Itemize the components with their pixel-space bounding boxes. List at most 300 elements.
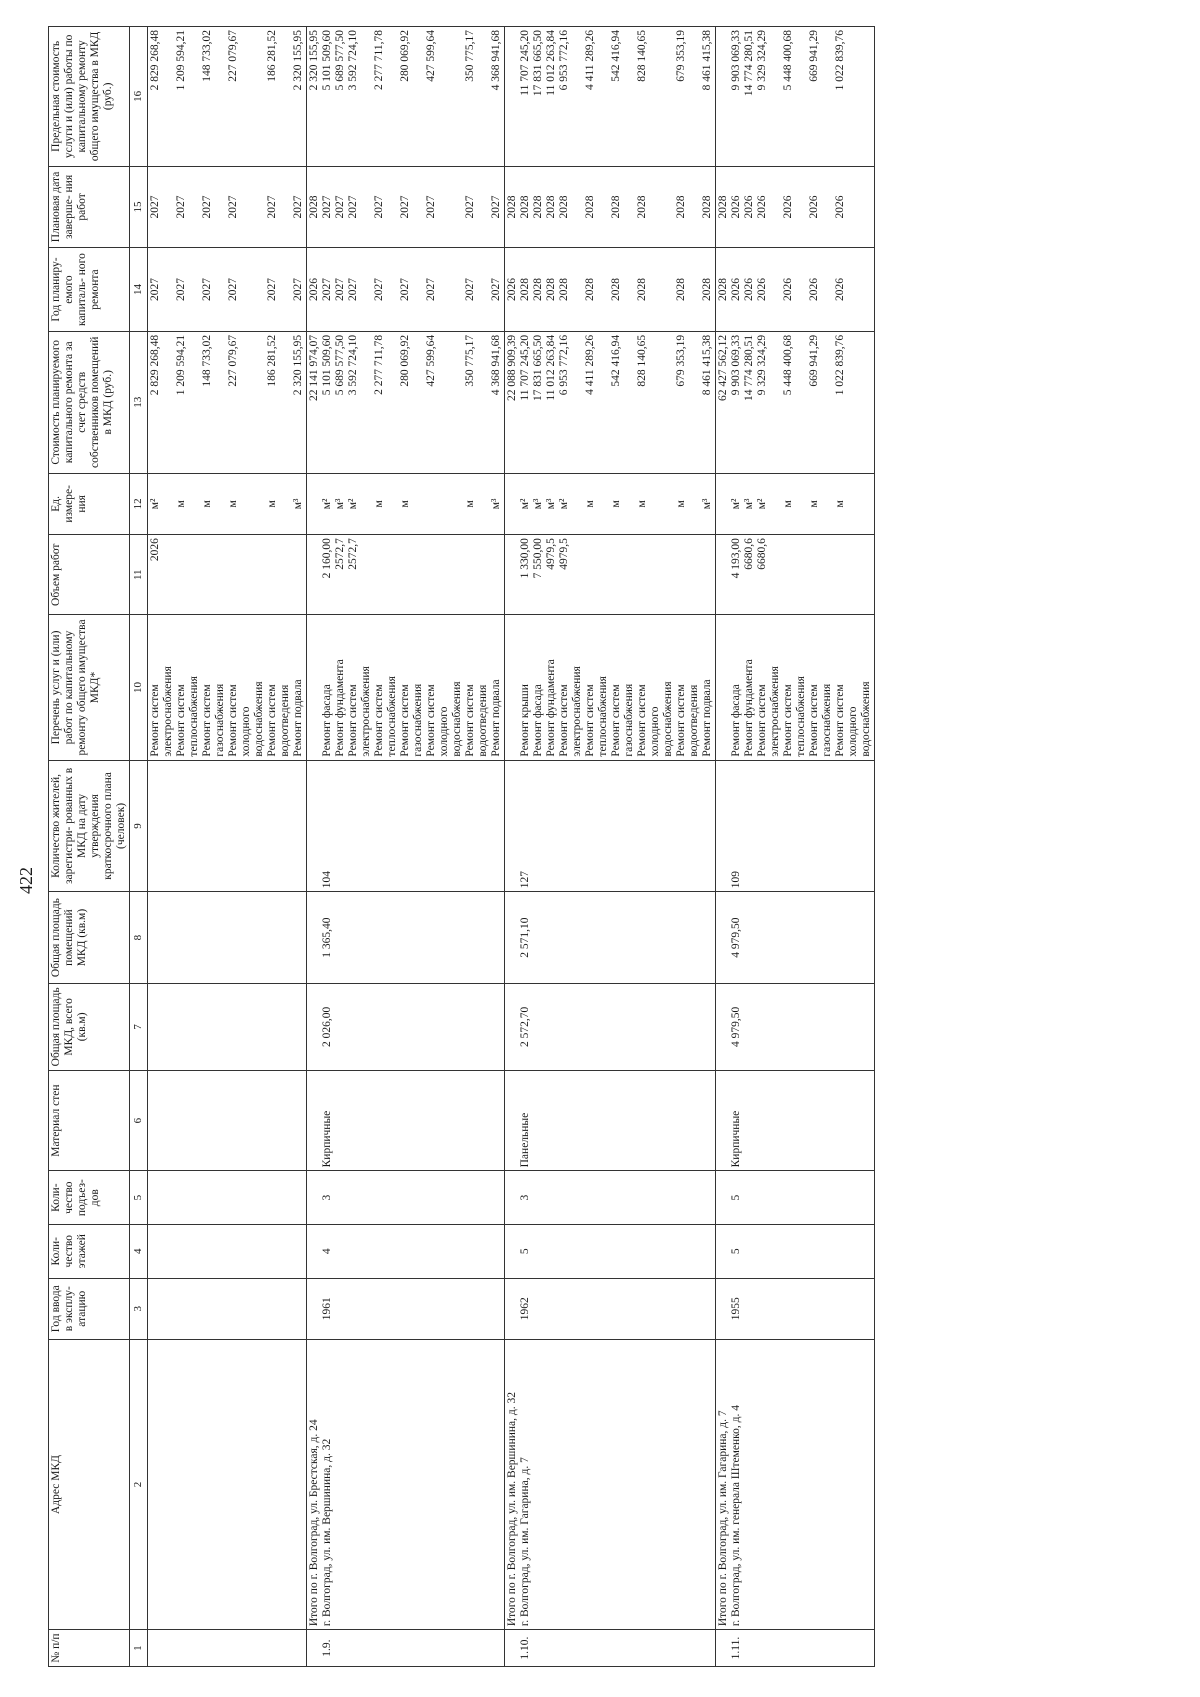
residents-value: 127 [519,871,531,889]
works-list-line: теплоснабжения [386,676,398,757]
works-list-cell [307,615,505,760]
unit-line [214,477,227,531]
limit-cost-line: 3 592 724,10 [347,30,359,91]
works-list-line: Ремонт фундамента [545,659,557,757]
wall-material-value: Кирпичные [730,1110,742,1168]
table-row [716,27,875,1667]
cost-line [571,335,584,470]
work-volume-line: 4979,5 [545,538,557,570]
works-list-line: газоснабжения [214,683,226,757]
repair-year-line: 2028 [610,278,622,302]
repair-year-line: 2027 [201,278,213,302]
cost-cell [307,331,505,473]
cost-cell [716,331,875,473]
work-volume-line [175,538,188,611]
end-date-line [214,170,227,244]
address-line: Итого по г. Волгоград, ул. им. Вершинина, д. 32 [506,1392,518,1627]
header-cell: Год планиру- емого капиталь- ного ремонта [49,248,130,332]
work-volume-line: 2572,7 [347,538,359,570]
column-number: 15 [130,166,148,247]
header-cell: Общая площадь МКД, всего (кв.м) [49,983,130,1070]
limit-cost-line [438,30,451,163]
unit-line [717,477,730,531]
area-total-value: 2 026,00 [321,1006,333,1047]
works-list-line: Ремонт систем [808,684,820,757]
unit-line [662,477,675,531]
repair-year-line: 2026 [506,278,518,302]
limit-cost-line [188,30,201,163]
repair-year-line: 2026 [808,278,820,302]
limit-cost-line: 828 140,65 [636,30,648,82]
work-volume-line [782,538,795,611]
works-list-line: электроснабжения [360,666,372,757]
table-row [307,27,505,1667]
repair-year-line: 2026 [730,278,742,302]
end-date-line: 2028 [675,195,687,219]
residents-cell [307,760,505,892]
repair-year-line [412,251,425,328]
work-volume-line [188,538,201,611]
wall-material-cell [148,1070,307,1170]
works-list-line: Ремонт фундамента [743,659,755,757]
unit-cell [148,473,307,534]
year-commissioned-cell [505,1278,716,1339]
work-volume-line [279,538,292,611]
cost-line [847,335,860,470]
works-list-line [506,618,519,756]
unit-line [795,477,808,531]
work-volume-cell [148,535,307,615]
cost-line: 542 416,94 [610,334,622,387]
area-total-cell [716,983,875,1070]
cost-line [451,335,464,470]
address-line: г. Волгоград, ул. им. Вершинина, д. 32 [321,1438,333,1627]
end-date-line: 2026 [743,195,755,219]
repair-year-line: 2027 [490,278,502,302]
works-list-line: теплоснабжения [795,676,807,757]
cost-line: 2 277 711,78 [373,334,385,395]
unit-line [308,477,321,531]
works-list-line: Ремонт систем [201,684,213,757]
cost-line: 11 707 245,20 [519,334,531,401]
end-date-line: 2026 [782,195,794,219]
work-volume-cell [716,535,875,615]
limit-cost-line: 1 022 839,76 [834,30,846,91]
limit-cost-line: 5 689 577,50 [334,30,346,91]
works-list-line: водоснабжения [451,681,463,757]
works-list-line: Ремонт систем [675,684,687,757]
entrances-cell [148,1171,307,1225]
repair-year-line: 2027 [175,278,187,302]
unit-line [438,477,451,531]
row-number-cell [716,1630,875,1667]
area-total-cell [148,983,307,1070]
unit-line [571,477,584,531]
works-list-line: холодного [847,706,859,757]
column-number: 10 [130,615,148,760]
unit-line [821,477,834,531]
work-volume-line [571,538,584,611]
unit-line: м³ [490,498,502,510]
work-volume-line [425,538,438,611]
unit-line: м [266,500,278,508]
limit-cost-line: 4 411 289,26 [584,30,596,90]
work-volume-line: 2 160,00 [321,538,333,579]
column-number: 7 [130,983,148,1070]
column-number: 14 [130,248,148,332]
works-list-line: Ремонт систем [347,684,359,757]
works-list-line: холодного [438,706,450,757]
works-list-line [717,618,730,756]
repair-year-line [438,251,451,328]
cost-line: 4 411 289,26 [584,334,596,395]
works-list-line: Ремонт систем [175,684,187,757]
repair-year-line [451,251,464,328]
limit-cost-line [477,30,490,163]
repair-year-line [847,251,860,328]
work-volume-line [438,538,451,611]
unit-line: м³ [532,498,544,510]
unit-line [162,477,175,531]
end-date-line: 2028 [506,195,518,219]
limit-cost-cell [505,27,716,167]
cost-line: 9 903 069,33 [730,334,742,396]
limit-cost-line [597,30,610,163]
work-volume-line: 1 330,00 [519,538,531,579]
limit-cost-line: 8 461 415,38 [701,30,713,91]
work-volume-line [412,538,425,611]
limit-cost-line: 2 277 711,78 [373,30,385,90]
limit-cost-line [571,30,584,163]
column-number: 1 [130,1630,148,1667]
wall-material-value: Панельные [519,1112,531,1168]
limit-cost-line: 9 903 069,33 [730,30,742,91]
header-cell: Коли- чество подъез- дов [49,1171,130,1225]
works-list-line: Ремонт систем [149,684,161,757]
end-date-line: 2027 [347,195,359,219]
end-date-line: 2026 [834,195,846,219]
cost-line [769,335,782,470]
cost-line [412,335,425,470]
repair-year-cell [505,248,716,332]
unit-line: м³ [743,498,755,510]
unit-line: м [227,500,239,508]
row-number-cell [307,1630,505,1667]
works-list-line: Ремонт систем [399,684,411,757]
limit-cost-line [279,30,292,163]
cost-line [162,335,175,470]
limit-cost-line [860,30,873,163]
works-list-line: водоотведения [279,684,291,757]
header-cell: Перечень услуг и (или) работ по капитальному ремонту общего имущества МКД* [49,615,130,760]
repair-year-line: 2027 [292,278,304,302]
repair-year-line: 2028 [717,278,729,302]
works-list-line: Ремонт систем [610,684,622,757]
works-list-line: газоснабжения [623,683,635,757]
limit-cost-line [847,30,860,163]
limit-cost-line: 148 733,02 [201,30,213,82]
repair-year-line: 2028 [701,278,713,302]
end-date-line: 2026 [808,195,820,219]
area-rooms-value [149,895,162,980]
repair-year-line [688,251,701,328]
end-date-line [821,170,834,244]
unit-line: м [175,500,187,508]
limit-cost-line: 11 707 245,20 [519,30,531,96]
repair-year-line: 2028 [519,278,531,302]
works-list-line: Ремонт систем [834,684,846,757]
work-volume-line: 6680,6 [756,538,768,570]
work-volume-line [808,538,821,611]
cost-line: 1 209 594,21 [175,334,187,396]
unit-line [477,477,490,531]
end-date-line [188,170,201,244]
cost-line [253,335,266,470]
works-list-cell [505,615,716,760]
repair-year-line: 2026 [743,278,755,302]
limit-cost-line [821,30,834,163]
residents-value [149,764,162,889]
works-list-line: водоотведения [688,684,700,757]
end-date-line: 2027 [464,195,476,219]
work-volume-line [717,538,730,611]
header-cell: Год ввода в эксплу- атацию [49,1278,130,1339]
works-list-line: Ремонт подвала [701,679,713,757]
limit-cost-line: 186 281,52 [266,30,278,82]
end-date-line: 2027 [334,195,346,219]
unit-line [860,477,873,531]
works-list-line: Ремонт систем [558,684,570,757]
unit-line: м³ [545,498,557,510]
area-rooms-value: 1 365,40 [321,917,333,958]
works-list-line: Ремонт подвала [490,679,502,757]
cost-line [597,335,610,470]
address-cell [148,1339,307,1629]
end-date-cell [716,166,875,247]
unit-line [240,477,253,531]
end-date-line: 2028 [558,195,570,219]
limit-cost-line [451,30,464,163]
end-date-line [360,170,373,244]
end-date-line [795,170,808,244]
unit-line: м [373,500,385,508]
repair-year-line: 2027 [266,278,278,302]
repair-year-line: 2027 [425,278,437,302]
wall-material-cell [505,1070,716,1170]
address-cell [716,1339,875,1629]
repair-year-line: 2027 [399,278,411,302]
unit-line: м³ [292,498,304,510]
area-rooms-cell [716,892,875,984]
cost-line [386,335,399,470]
works-list-line: водоснабжения [253,681,265,757]
unit-line [360,477,373,531]
works-list-line: электроснабжения [571,666,583,757]
wall-material-cell [307,1070,505,1170]
column-number: 11 [130,535,148,615]
work-volume-line: 2026 [149,538,161,562]
unit-line [425,477,438,531]
end-date-line: 2028 [519,195,531,219]
limit-cost-line [795,30,808,163]
area-total-cell [505,983,716,1070]
header-cell: № п/п [49,1630,130,1667]
unit-line: м² [558,498,570,510]
work-volume-line [451,538,464,611]
limit-cost-line: 4 368 941,68 [490,30,502,91]
works-list-line: холодного [649,706,661,757]
limit-cost-line: 350 775,17 [464,30,476,82]
unit-line: м [636,500,648,508]
entrances-value: 5 [730,1194,742,1201]
limit-cost-line: 14 774 280,51 [743,30,755,97]
repair-year-line [662,251,675,328]
header-cell: Адрес МКД [49,1339,130,1629]
work-volume-line [386,538,399,611]
cost-line [662,335,675,470]
limit-cost-line: 6 953 772,16 [558,30,570,91]
cost-line: 350 775,17 [464,334,476,387]
column-number: 8 [130,892,148,984]
work-volume-line [477,538,490,611]
limit-cost-line: 1 209 594,21 [175,30,187,91]
end-date-line: 2027 [201,195,213,219]
unit-line [279,477,292,531]
column-number: 6 [130,1070,148,1170]
end-date-cell [148,166,307,247]
unit-line: м [675,500,687,508]
floors-cell [307,1224,505,1278]
end-date-line [412,170,425,244]
repair-year-line: 2028 [545,278,557,302]
cost-line [860,335,873,470]
limit-cost-line: 679 353,19 [675,30,687,82]
entrances-cell [505,1171,716,1225]
end-date-line [597,170,610,244]
unit-line: м³ [334,498,346,510]
end-date-line: 2026 [730,195,742,219]
repair-year-line [597,251,610,328]
repair-year-line: 2028 [584,278,596,302]
limit-cost-line: 11 012 263,84 [545,30,557,96]
repair-year-line [769,251,782,328]
unit-line [769,477,782,531]
work-volume-line [860,538,873,611]
unit-line: м [464,500,476,508]
address-line: Итого по г. Волгоград, ул. им. Гагарина, д. 7 [717,1410,729,1627]
unit-line: м² [756,498,768,510]
unit-line [506,477,519,531]
unit-line [412,477,425,531]
repair-year-line [649,251,662,328]
works-list-line: Ремонт систем [756,684,768,757]
cost-line [477,335,490,470]
works-list-line: Ремонт систем [373,684,385,757]
works-list-line: Ремонт фасада [730,684,742,757]
cost-line: 2 829 268,48 [149,334,161,396]
year-commissioned-cell [148,1278,307,1339]
end-date-line [253,170,266,244]
repair-year-line [279,251,292,328]
cost-cell [505,331,716,473]
unit-line [649,477,662,531]
repair-year-line: 2028 [636,278,648,302]
repair-year-line [477,251,490,328]
end-date-line [769,170,782,244]
repair-year-line [623,251,636,328]
work-volume-line: 7 550,00 [532,538,544,579]
unit-line: м [399,500,411,508]
unit-line: м² [347,498,359,510]
end-date-line: 2028 [701,195,713,219]
work-volume-line: 4979,5 [558,538,570,570]
work-volume-line [769,538,782,611]
end-date-line [240,170,253,244]
works-list-line: Ремонт крыши [519,684,531,757]
end-date-line [847,170,860,244]
cost-line: 828 140,65 [636,334,648,387]
limit-cost-line [649,30,662,163]
year-commissioned-cell [716,1278,875,1339]
work-volume-cell [307,535,505,615]
repair-year-line [253,251,266,328]
work-volume-line [227,538,240,611]
end-date-line: 2026 [756,195,768,219]
cost-line: 5 448 400,68 [782,334,794,396]
column-number: 9 [130,760,148,892]
capital-repair-table [48,26,875,1667]
row-number-value [149,1633,162,1663]
cost-line: 679 353,19 [675,334,687,387]
column-number-row [130,27,148,1667]
work-volume-line [847,538,860,611]
works-list-line: холодного [240,706,252,757]
header-cell: Количество жителей, зарегистри- рованных в МКД на дату утверждения краткосрочного плана (человек) [49,760,130,892]
address-cell [307,1339,505,1629]
repair-year-line: 2028 [558,278,570,302]
year-commissioned-value: 1955 [730,1297,742,1321]
limit-cost-cell [307,27,505,167]
end-date-line [438,170,451,244]
end-date-line: 2027 [149,195,161,219]
limit-cost-line [688,30,701,163]
end-date-line: 2028 [545,195,557,219]
entrances-value: 3 [519,1194,531,1201]
work-volume-line [636,538,649,611]
column-number: 4 [130,1224,148,1278]
year-commissioned-cell [307,1278,505,1339]
cost-line [649,335,662,470]
repair-year-line: 2027 [227,278,239,302]
area-rooms-value: 4 979,50 [730,917,742,958]
work-volume-line [464,538,477,611]
column-number: 3 [130,1278,148,1339]
end-date-line: 2027 [490,195,502,219]
end-date-line: 2028 [636,195,648,219]
limit-cost-line [623,30,636,163]
header-cell: Материал стен [49,1070,130,1170]
work-volume-line [214,538,227,611]
cost-line [623,335,636,470]
address-line: г. Волгоград, ул. им. генерала Штеменко, д. 4 [730,1405,742,1627]
entrances-value: 3 [321,1194,333,1201]
header-cell: Плановая дата заверше- ния работ [49,166,130,247]
row-number-cell [148,1630,307,1667]
area-rooms-cell [148,892,307,984]
limit-cost-cell [716,27,875,167]
cost-line: 17 831 665,50 [532,334,544,402]
area-rooms-value: 2 571,10 [519,917,531,958]
